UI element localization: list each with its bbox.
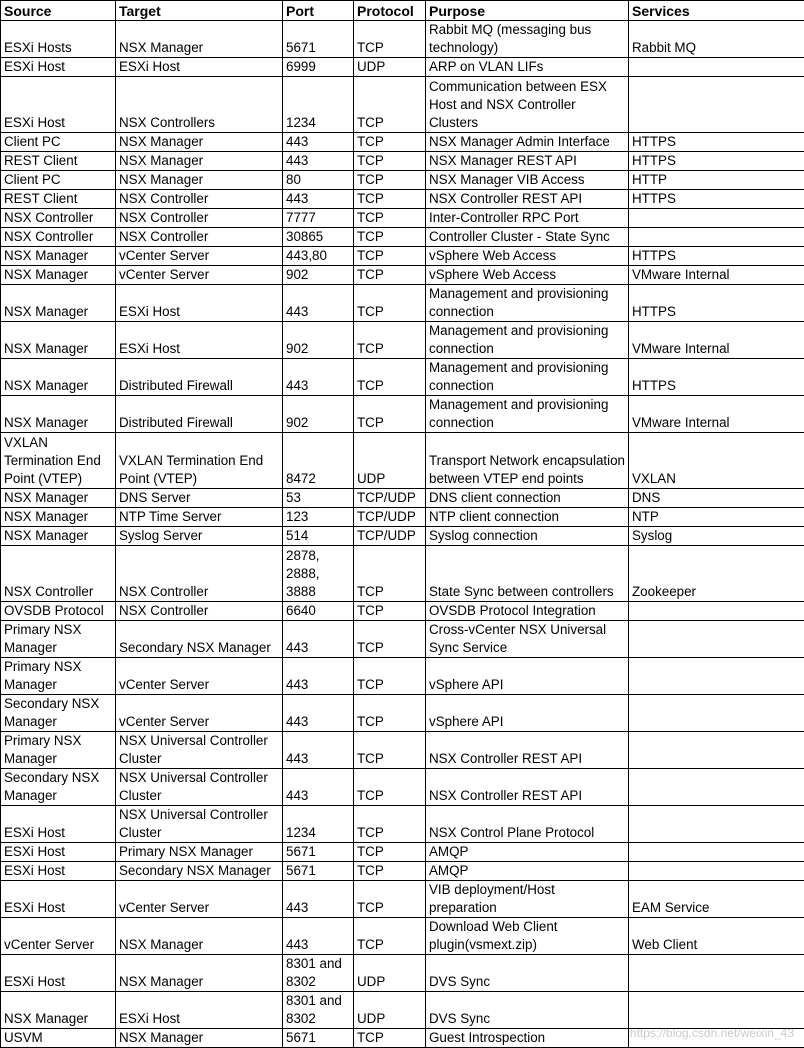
cell-target: ESXi Host: [116, 992, 283, 1029]
cell-protocol: UDP: [354, 433, 426, 489]
cell-port: 8301 and 8302: [283, 992, 354, 1029]
cell-services: Web Client: [629, 918, 804, 955]
cell-target: NSX Universal Controller Cluster: [116, 769, 283, 806]
cell-source: REST Client: [1, 152, 116, 171]
cell-protocol: TCP: [354, 190, 426, 209]
cell-source: OVSDB Protocol: [1, 602, 116, 621]
cell-purpose: vSphere Web Access: [426, 247, 629, 266]
cell-purpose: NTP client connection: [426, 508, 629, 527]
cell-protocol: TCP: [354, 1029, 426, 1048]
header-protocol: Protocol: [354, 1, 426, 21]
table-row: [1, 546, 804, 602]
cell-target: NSX Controller: [116, 546, 283, 602]
cell-target: NSX Manager: [116, 1029, 283, 1048]
cell-source: NSX Manager: [1, 247, 116, 266]
cell-purpose: NSX Control Plane Protocol: [426, 806, 629, 843]
table-row: [1, 152, 804, 171]
cell-protocol: UDP: [354, 955, 426, 992]
cell-purpose: Rabbit MQ (messaging bus technology): [426, 21, 629, 58]
cell-protocol: TCP/UDP: [354, 508, 426, 527]
cell-protocol: TCP: [354, 285, 426, 322]
cell-source: Primary NSX Manager: [1, 732, 116, 769]
cell-target: Secondary NSX Manager: [116, 862, 283, 881]
cell-port: 2878, 2888, 3888: [283, 546, 354, 602]
cell-target: NSX Manager: [116, 918, 283, 955]
cell-services: EAM Service: [629, 881, 804, 918]
cell-port: 6999: [283, 58, 354, 77]
cell-source: NSX Manager: [1, 359, 116, 396]
table-row: [1, 602, 804, 621]
table-row: [1, 881, 804, 918]
cell-protocol: TCP: [354, 546, 426, 602]
cell-services: VMware Internal: [629, 266, 804, 285]
cell-services: [629, 658, 804, 695]
cell-port: 8472: [283, 433, 354, 489]
cell-source: NSX Controller: [1, 228, 116, 247]
cell-port: 902: [283, 266, 354, 285]
cell-source: NSX Manager: [1, 992, 116, 1029]
cell-source: NSX Controller: [1, 209, 116, 228]
table-row: [1, 21, 804, 58]
header-services: Services: [629, 1, 804, 21]
cell-purpose: AMQP: [426, 843, 629, 862]
table-row: [1, 396, 804, 433]
cell-source: NSX Manager: [1, 285, 116, 322]
cell-port: 6640: [283, 602, 354, 621]
cell-protocol: TCP: [354, 732, 426, 769]
cell-purpose: NSX Manager VIB Access: [426, 171, 629, 190]
cell-port: 443: [283, 695, 354, 732]
header-row: [1, 1, 804, 21]
cell-services: [629, 862, 804, 881]
table-row: [1, 806, 804, 843]
cell-protocol: TCP: [354, 881, 426, 918]
cell-protocol: TCP: [354, 152, 426, 171]
cell-source: NSX Controller: [1, 546, 116, 602]
cell-purpose: NSX Manager Admin Interface: [426, 133, 629, 152]
table-row: [1, 228, 804, 247]
cell-port: 443: [283, 769, 354, 806]
cell-purpose: Guest Introspection: [426, 1029, 629, 1048]
cell-target: vCenter Server: [116, 881, 283, 918]
cell-protocol: TCP: [354, 209, 426, 228]
cell-source: Secondary NSX Manager: [1, 769, 116, 806]
cell-services: [629, 621, 804, 658]
cell-purpose: Download Web Client plugin(vsmext.zip): [426, 918, 629, 955]
cell-services: [629, 769, 804, 806]
cell-source: Primary NSX Manager: [1, 621, 116, 658]
table-row: [1, 359, 804, 396]
cell-port: 30865: [283, 228, 354, 247]
table-row: [1, 489, 804, 508]
cell-protocol: TCP: [354, 862, 426, 881]
cell-services: [629, 695, 804, 732]
cell-services: [629, 58, 804, 77]
cell-target: vCenter Server: [116, 247, 283, 266]
cell-port: 8301 and 8302: [283, 955, 354, 992]
cell-port: 443,80: [283, 247, 354, 266]
cell-port: 7777: [283, 209, 354, 228]
cell-purpose: vSphere Web Access: [426, 266, 629, 285]
cell-target: vCenter Server: [116, 695, 283, 732]
cell-protocol: TCP/UDP: [354, 527, 426, 546]
cell-protocol: UDP: [354, 58, 426, 77]
cell-source: ESXi Host: [1, 58, 116, 77]
cell-target: NSX Controller: [116, 602, 283, 621]
cell-port: 902: [283, 396, 354, 433]
cell-purpose: AMQP: [426, 862, 629, 881]
cell-port: 443: [283, 359, 354, 396]
cell-protocol: TCP: [354, 171, 426, 190]
cell-target: NSX Controller: [116, 190, 283, 209]
table-row: [1, 955, 804, 992]
cell-protocol: TCP: [354, 658, 426, 695]
table-row: [1, 992, 804, 1029]
cell-protocol: TCP/UDP: [354, 489, 426, 508]
cell-target: Distributed Firewall: [116, 359, 283, 396]
cell-purpose: Communication between ESX Host and NSX Controller Clusters: [426, 77, 629, 133]
table-row: [1, 133, 804, 152]
header-source: Source: [1, 1, 116, 21]
cell-protocol: TCP: [354, 918, 426, 955]
cell-target: ESXi Host: [116, 58, 283, 77]
cell-port: 443: [283, 190, 354, 209]
cell-protocol: TCP: [354, 228, 426, 247]
header-port: Port: [283, 1, 354, 21]
cell-source: Client PC: [1, 171, 116, 190]
cell-source: REST Client: [1, 190, 116, 209]
cell-target: NSX Manager: [116, 152, 283, 171]
cell-purpose: Management and provisioning connection: [426, 322, 629, 359]
cell-purpose: DNS client connection: [426, 489, 629, 508]
cell-port: 443: [283, 285, 354, 322]
cell-source: ESXi Hosts: [1, 21, 116, 58]
cell-purpose: Inter-Controller RPC Port: [426, 209, 629, 228]
cell-purpose: Management and provisioning connection: [426, 396, 629, 433]
cell-port: 5671: [283, 1029, 354, 1048]
cell-protocol: TCP: [354, 396, 426, 433]
cell-source: ESXi Host: [1, 843, 116, 862]
cell-purpose: OVSDB Protocol Integration: [426, 602, 629, 621]
cell-port: 443: [283, 918, 354, 955]
cell-services: [629, 806, 804, 843]
cell-services: DNS: [629, 489, 804, 508]
cell-services: VXLAN: [629, 433, 804, 489]
cell-target: NSX Universal Controller Cluster: [116, 806, 283, 843]
table-row: [1, 190, 804, 209]
cell-source: ESXi Host: [1, 881, 116, 918]
cell-source: NSX Manager: [1, 508, 116, 527]
cell-port: 123: [283, 508, 354, 527]
table-row: [1, 508, 804, 527]
header-purpose: Purpose: [426, 1, 629, 21]
table-row: [1, 862, 804, 881]
table-row: [1, 769, 804, 806]
cell-services: HTTPS: [629, 285, 804, 322]
cell-target: NSX Controller: [116, 228, 283, 247]
cell-services: Zookeeper: [629, 546, 804, 602]
cell-purpose: NSX Controller REST API: [426, 769, 629, 806]
cell-purpose: ARP on VLAN LIFs: [426, 58, 629, 77]
cell-source: ESXi Host: [1, 862, 116, 881]
cell-target: NTP Time Server: [116, 508, 283, 527]
cell-protocol: TCP: [354, 133, 426, 152]
cell-protocol: TCP: [354, 322, 426, 359]
table-row: [1, 527, 804, 546]
cell-port: 5671: [283, 843, 354, 862]
cell-services: VMware Internal: [629, 396, 804, 433]
cell-target: Primary NSX Manager: [116, 843, 283, 862]
cell-source: vCenter Server: [1, 918, 116, 955]
table-row: [1, 695, 804, 732]
header-target: Target: [116, 1, 283, 21]
cell-protocol: TCP: [354, 359, 426, 396]
cell-services: [629, 602, 804, 621]
cell-services: Syslog: [629, 527, 804, 546]
cell-target: NSX Manager: [116, 171, 283, 190]
cell-target: NSX Manager: [116, 955, 283, 992]
cell-purpose: Cross-vCenter NSX Universal Sync Service: [426, 621, 629, 658]
cell-purpose: vSphere API: [426, 695, 629, 732]
cell-target: vCenter Server: [116, 658, 283, 695]
table-row: [1, 266, 804, 285]
table-row: [1, 171, 804, 190]
cell-services: [629, 228, 804, 247]
cell-source: ESXi Host: [1, 77, 116, 133]
cell-target: NSX Manager: [116, 133, 283, 152]
cell-port: 1234: [283, 77, 354, 133]
cell-port: 514: [283, 527, 354, 546]
cell-port: 443: [283, 881, 354, 918]
cell-source: USVM: [1, 1029, 116, 1048]
cell-target: NSX Manager: [116, 21, 283, 58]
table-row: [1, 58, 804, 77]
cell-protocol: TCP: [354, 247, 426, 266]
cell-target: NSX Universal Controller Cluster: [116, 732, 283, 769]
cell-purpose: Management and provisioning connection: [426, 285, 629, 322]
cell-purpose: NSX Manager REST API: [426, 152, 629, 171]
table-row: [1, 658, 804, 695]
cell-source: Secondary NSX Manager: [1, 695, 116, 732]
table-row: [1, 247, 804, 266]
cell-services: [629, 843, 804, 862]
cell-source: NSX Manager: [1, 396, 116, 433]
cell-purpose: NSX Controller REST API: [426, 732, 629, 769]
cell-purpose: VIB deployment/Host preparation: [426, 881, 629, 918]
cell-purpose: Controller Cluster - State Sync: [426, 228, 629, 247]
cell-services: [629, 77, 804, 133]
cell-source: NSX Manager: [1, 489, 116, 508]
cell-services: HTTPS: [629, 190, 804, 209]
cell-port: 5671: [283, 862, 354, 881]
cell-port: 443: [283, 732, 354, 769]
cell-purpose: DVS Sync: [426, 992, 629, 1029]
cell-purpose: Syslog connection: [426, 527, 629, 546]
cell-purpose: DVS Sync: [426, 955, 629, 992]
table-row: [1, 918, 804, 955]
cell-source: Primary NSX Manager: [1, 658, 116, 695]
cell-source: VXLAN Termination End Point (VTEP): [1, 433, 116, 489]
cell-purpose: Transport Network encapsulation between VTEP end points: [426, 433, 629, 489]
table-row: [1, 843, 804, 862]
cell-protocol: TCP: [354, 602, 426, 621]
cell-protocol: TCP: [354, 695, 426, 732]
cell-protocol: TCP: [354, 77, 426, 133]
cell-services: [629, 209, 804, 228]
cell-source: ESXi Host: [1, 955, 116, 992]
cell-target: Secondary NSX Manager: [116, 621, 283, 658]
watermark: https://blog.csdn.net/weixin_43: [630, 1026, 794, 1040]
table-row: [1, 433, 804, 489]
cell-services: HTTPS: [629, 152, 804, 171]
cell-target: NSX Controller: [116, 209, 283, 228]
cell-services: HTTP: [629, 171, 804, 190]
cell-target: DNS Server: [116, 489, 283, 508]
cell-target: ESXi Host: [116, 322, 283, 359]
cell-services: [629, 992, 804, 1029]
cell-purpose: vSphere API: [426, 658, 629, 695]
cell-protocol: UDP: [354, 992, 426, 1029]
cell-services: HTTPS: [629, 133, 804, 152]
cell-target: ESXi Host: [116, 285, 283, 322]
cell-services: [629, 955, 804, 992]
cell-source: NSX Manager: [1, 266, 116, 285]
cell-target: NSX Controllers: [116, 77, 283, 133]
cell-purpose: Management and provisioning connection: [426, 359, 629, 396]
cell-protocol: TCP: [354, 843, 426, 862]
cell-target: vCenter Server: [116, 266, 283, 285]
cell-protocol: TCP: [354, 769, 426, 806]
cell-services: VMware Internal: [629, 322, 804, 359]
cell-port: 5671: [283, 21, 354, 58]
cell-source: NSX Manager: [1, 527, 116, 546]
cell-target: VXLAN Termination End Point (VTEP): [116, 433, 283, 489]
cell-purpose: State Sync between controllers: [426, 546, 629, 602]
table-row: [1, 77, 804, 133]
cell-source: NSX Manager: [1, 322, 116, 359]
cell-port: 443: [283, 658, 354, 695]
table-row: [1, 322, 804, 359]
cell-target: Syslog Server: [116, 527, 283, 546]
cell-port: 902: [283, 322, 354, 359]
cell-port: 80: [283, 171, 354, 190]
cell-protocol: TCP: [354, 21, 426, 58]
cell-port: 1234: [283, 806, 354, 843]
cell-services: NTP: [629, 508, 804, 527]
cell-target: Distributed Firewall: [116, 396, 283, 433]
cell-purpose: NSX Controller REST API: [426, 190, 629, 209]
table-row: [1, 209, 804, 228]
cell-source: Client PC: [1, 133, 116, 152]
table-row: [1, 285, 804, 322]
cell-services: [629, 732, 804, 769]
cell-port: 443: [283, 133, 354, 152]
table-body: [1, 21, 804, 1048]
table-row: [1, 621, 804, 658]
cell-protocol: TCP: [354, 806, 426, 843]
cell-port: 53: [283, 489, 354, 508]
cell-port: 443: [283, 152, 354, 171]
cell-port: 443: [283, 621, 354, 658]
cell-protocol: TCP: [354, 621, 426, 658]
cell-source: ESXi Host: [1, 806, 116, 843]
cell-services: Rabbit MQ: [629, 21, 804, 58]
cell-protocol: TCP: [354, 266, 426, 285]
table-row: [1, 732, 804, 769]
cell-services: HTTPS: [629, 359, 804, 396]
cell-services: HTTPS: [629, 247, 804, 266]
